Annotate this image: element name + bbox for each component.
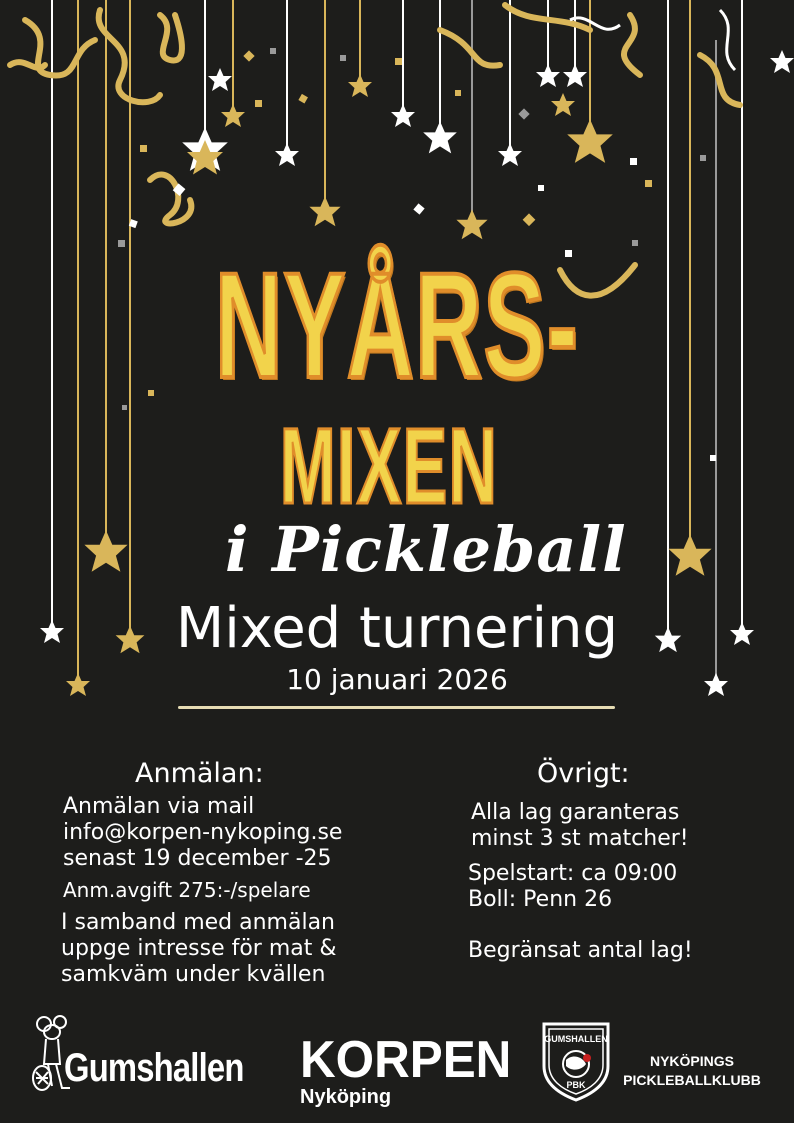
other-line: minst 3 st matcher! — [471, 826, 689, 851]
ball-type: Boll: Penn 26 — [468, 887, 613, 912]
other-line: Alla lag garanteras — [471, 800, 680, 825]
registration-note-line: I samband med anmälan — [61, 910, 336, 935]
korpen-logo-subtext: Nyköping — [300, 1086, 392, 1108]
other-heading: Övrigt: — [537, 758, 630, 789]
registration-line: Anmälan via mail — [63, 794, 255, 819]
registration-note-line: uppge intresse för mat & — [61, 936, 337, 961]
registration-note-line: samkväm under kvällen — [61, 962, 326, 987]
club-name-line-2: PICKLEBALLKLUBB — [623, 1072, 761, 1088]
club-name-line-1: NYKÖPINGS — [649, 1053, 734, 1069]
pbk-badge-logo — [540, 1020, 612, 1102]
event-subtitle: Mixed turnering — [175, 596, 619, 661]
registration-deadline: senast 19 december -25 — [63, 846, 332, 871]
title-line-2: MIXEN — [279, 405, 499, 526]
registration-heading: Anmälan: — [135, 758, 264, 789]
title-line-1: NYÅRS- — [215, 241, 579, 409]
korpen-logo-text: KORPEN — [300, 1031, 512, 1089]
registration-email: info@korpen-nykoping.se — [63, 820, 343, 845]
gumshallen-logo-text: Gumshallen — [64, 1046, 244, 1090]
registration-fee: Anm.avgift 275:-/spelare — [63, 878, 311, 902]
pbk-badge-bottom-text: PBK — [566, 1080, 586, 1090]
pbk-badge-top-text: GUMSHALLEN — [544, 1034, 608, 1044]
script-subtitle: i Pickleball — [225, 513, 627, 586]
divider-line — [178, 706, 615, 709]
pickleball-club-name — [612, 1052, 772, 1090]
event-date: 10 januari 2026 — [286, 663, 508, 696]
start-time: Spelstart: ca 09:00 — [468, 861, 678, 886]
limited-teams-note: Begränsat antal lag! — [468, 938, 693, 963]
